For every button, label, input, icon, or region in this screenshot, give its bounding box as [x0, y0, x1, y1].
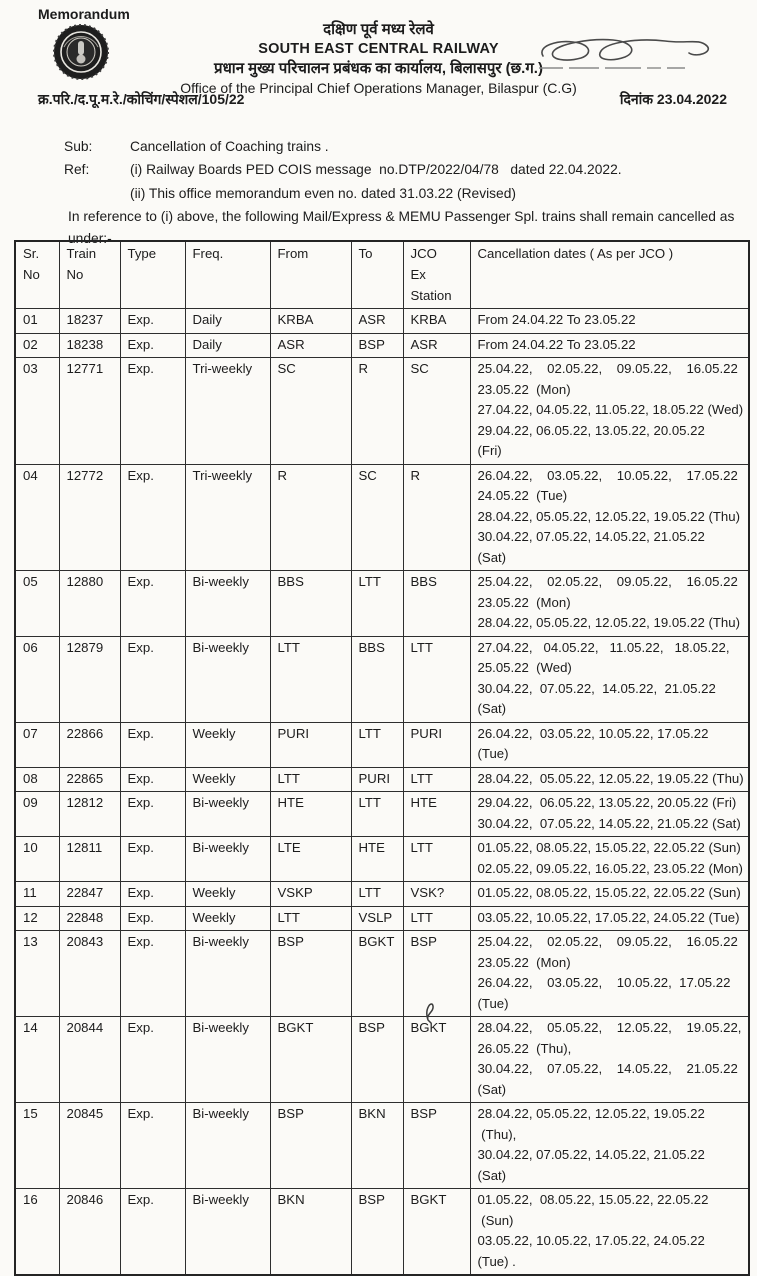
intro-paragraph: In reference to (i) above, the following Mail/Express & MEMU Passenger Spl. trains shall remain cancelled as under:-: [68, 209, 735, 246]
cell-freq: Weekly: [185, 882, 270, 907]
cell-to: BKN: [351, 1103, 403, 1189]
cell-jco: R: [403, 464, 470, 571]
table-row: [15, 309, 749, 334]
cell-train: 12879: [59, 636, 120, 722]
cell-from: SC: [270, 358, 351, 465]
cell-train: 22848: [59, 906, 120, 931]
cell-to: LTT: [351, 571, 403, 637]
subject-label: Sub:: [64, 139, 93, 154]
cell-from: BGKT: [270, 1017, 351, 1103]
cell-train: 22866: [59, 722, 120, 767]
memorandum-label: Memorandum: [38, 6, 130, 22]
cell-to: BSP: [351, 1189, 403, 1276]
header-to: To: [351, 241, 403, 309]
cell-freq: Bi-weekly: [185, 1017, 270, 1103]
cell-jco: BGKT: [403, 1017, 470, 1103]
cell-from: BSP: [270, 931, 351, 1017]
cell-sr: 06: [15, 636, 59, 722]
cell-sr: 09: [15, 792, 59, 837]
cell-to: ASR: [351, 309, 403, 334]
table-row: [15, 571, 749, 637]
cell-from: BKN: [270, 1189, 351, 1276]
cell-type: Exp.: [120, 1017, 185, 1103]
table-row: [15, 358, 749, 465]
cell-to: LTT: [351, 882, 403, 907]
cell-dates: 28.04.22, 05.05.22, 12.05.22, 19.05.22, 26.05.22 (Thu), 30.04.22, 07.05.22, 14.05.22, 21.05.22 (Sat): [470, 1017, 749, 1103]
railway-emblem-logo: [52, 23, 110, 81]
header-type: Type: [120, 241, 185, 309]
reference-item-1: (i) Railway Boards PED COIS message no.DTP/2022/04/78 dated 22.04.2022.: [130, 162, 622, 177]
cell-freq: Bi-weekly: [185, 636, 270, 722]
cell-train: 20846: [59, 1189, 120, 1276]
cell-from: LTE: [270, 837, 351, 882]
cell-sr: 08: [15, 767, 59, 792]
cell-type: Exp.: [120, 837, 185, 882]
cell-sr: 16: [15, 1189, 59, 1276]
cancellation-table: [14, 240, 750, 1276]
cell-freq: Bi-weekly: [185, 571, 270, 637]
cell-type: Exp.: [120, 722, 185, 767]
cell-type: Exp.: [120, 906, 185, 931]
cell-from: R: [270, 464, 351, 571]
cell-dates: 25.04.22, 02.05.22, 09.05.22, 16.05.22 23.05.22 (Mon) 27.04.22, 04.05.22, 11.05.22, 18.05.22 (Wed) 29.04.22, 06.05.22, 13.05.22, 20.05.22 (Fri): [470, 358, 749, 465]
table-row: [15, 767, 749, 792]
header-from: From: [270, 241, 351, 309]
cell-type: Exp.: [120, 636, 185, 722]
cell-jco: BBS: [403, 571, 470, 637]
cell-sr: 03: [15, 358, 59, 465]
cell-train: 20845: [59, 1103, 120, 1189]
cell-dates: 03.05.22, 10.05.22, 17.05.22, 24.05.22 (Tue): [470, 906, 749, 931]
cell-dates: 28.04.22, 05.05.22, 12.05.22, 19.05.22 (Thu), 30.04.22, 07.05.22, 14.05.22, 21.05.22 (Sat): [470, 1103, 749, 1189]
cell-train: 12880: [59, 571, 120, 637]
reference-label: Ref:: [64, 162, 90, 177]
cell-jco: BGKT: [403, 1189, 470, 1276]
header-jco-ex-station: JCO Ex Station: [403, 241, 470, 309]
cell-train: 22847: [59, 882, 120, 907]
cell-freq: Weekly: [185, 722, 270, 767]
cell-jco: SC: [403, 358, 470, 465]
cell-from: VSKP: [270, 882, 351, 907]
cell-train: 12772: [59, 464, 120, 571]
signature-scribble: [529, 24, 729, 86]
cell-jco: PURI: [403, 722, 470, 767]
subject-text: Cancellation of Coaching trains .: [130, 139, 329, 154]
cell-type: Exp.: [120, 1189, 185, 1276]
table-row: [15, 1189, 749, 1276]
cell-freq: Bi-weekly: [185, 837, 270, 882]
cell-to: BSP: [351, 1017, 403, 1103]
cell-dates: 25.04.22, 02.05.22, 09.05.22, 16.05.22 23.05.22 (Mon) 26.04.22, 03.05.22, 10.05.22, 17.05.22 (Tue): [470, 931, 749, 1017]
cell-freq: Bi-weekly: [185, 1189, 270, 1276]
cell-from: ASR: [270, 333, 351, 358]
header-cancellation-dates: Cancellation dates ( As per JCO ): [470, 241, 749, 309]
cell-type: Exp.: [120, 1103, 185, 1189]
cell-jco: BSP: [403, 931, 470, 1017]
cell-type: Exp.: [120, 464, 185, 571]
cell-from: LTT: [270, 767, 351, 792]
cell-train: 18238: [59, 333, 120, 358]
cell-from: LTT: [270, 636, 351, 722]
cell-type: Exp.: [120, 358, 185, 465]
cell-sr: 07: [15, 722, 59, 767]
pen-mark: [418, 998, 448, 1024]
cell-train: 20844: [59, 1017, 120, 1103]
cell-dates: 01.05.22, 08.05.22, 15.05.22, 22.05.22 (Sun) 03.05.22, 10.05.22, 17.05.22, 24.05.22 (Tue) .: [470, 1189, 749, 1276]
cell-jco: KRBA: [403, 309, 470, 334]
cell-from: PURI: [270, 722, 351, 767]
cell-dates: 26.04.22, 03.05.22, 10.05.22, 17.05.22 24.05.22 (Tue) 28.04.22, 05.05.22, 12.05.22, 19.05.22 (Thu) 30.04.22, 07.05.22, 14.05.22, 21.05.22 (Sat): [470, 464, 749, 571]
cell-sr: 12: [15, 906, 59, 931]
cell-to: SC: [351, 464, 403, 571]
cell-jco: LTT: [403, 906, 470, 931]
cell-jco: HTE: [403, 792, 470, 837]
cell-freq: Bi-weekly: [185, 792, 270, 837]
table-row: [15, 1017, 749, 1103]
subject-row: [64, 139, 329, 154]
cell-jco: ASR: [403, 333, 470, 358]
cell-sr: 10: [15, 837, 59, 882]
cell-dates: From 24.04.22 To 23.05.22: [470, 333, 749, 358]
cell-to: BSP: [351, 333, 403, 358]
table-row: [15, 882, 749, 907]
cell-type: Exp.: [120, 882, 185, 907]
header-sr-no: Sr. No: [15, 241, 59, 309]
cell-train: 18237: [59, 309, 120, 334]
table-row: [15, 722, 749, 767]
cell-freq: Daily: [185, 333, 270, 358]
cell-type: Exp.: [120, 792, 185, 837]
cell-from: LTT: [270, 906, 351, 931]
cell-train: 20843: [59, 931, 120, 1017]
cell-to: BGKT: [351, 931, 403, 1017]
table-row: [15, 636, 749, 722]
table-row: [15, 837, 749, 882]
cell-dates: 01.05.22, 08.05.22, 15.05.22, 22.05.22 (Sun) 02.05.22, 09.05.22, 16.05.22, 23.05.22 (Mon): [470, 837, 749, 882]
cell-type: Exp.: [120, 931, 185, 1017]
header-freq: Freq.: [185, 241, 270, 309]
cell-dates: 01.05.22, 08.05.22, 15.05.22, 22.05.22 (Sun): [470, 882, 749, 907]
cell-freq: Daily: [185, 309, 270, 334]
cell-train: 22865: [59, 767, 120, 792]
cell-sr: 05: [15, 571, 59, 637]
cell-freq: Weekly: [185, 906, 270, 931]
reference-item-2: (ii) This office memorandum even no. dated 31.03.22 (Revised): [130, 186, 517, 201]
cell-freq: Weekly: [185, 767, 270, 792]
file-reference-number: क्र.परि./द.पू.म.रे./कोचिंग/स्पेशल/105/22: [38, 91, 245, 107]
org-name-hindi: दक्षिण पूर्व मध्य रेलवे: [323, 21, 434, 38]
cell-freq: Bi-weekly: [185, 931, 270, 1017]
cell-type: Exp.: [120, 333, 185, 358]
table-row: [15, 1103, 749, 1189]
table-row: [15, 464, 749, 571]
cell-dates: 26.04.22, 03.05.22, 10.05.22, 17.05.22 (Tue): [470, 722, 749, 767]
cell-from: HTE: [270, 792, 351, 837]
document-date: दिनांक 23.04.2022: [619, 91, 727, 107]
cell-freq: Tri-weekly: [185, 464, 270, 571]
cell-type: Exp.: [120, 309, 185, 334]
cell-to: HTE: [351, 837, 403, 882]
cell-train: 12771: [59, 358, 120, 465]
cell-dates: From 24.04.22 To 23.05.22: [470, 309, 749, 334]
cell-from: KRBA: [270, 309, 351, 334]
office-name-english: Office of the Principal Chief Operations Manager, Bilaspur (C.G): [180, 80, 577, 96]
cell-to: PURI: [351, 767, 403, 792]
header-train-no: Train No: [59, 241, 120, 309]
cell-dates: 29.04.22, 06.05.22, 13.05.22, 20.05.22 (Fri) 30.04.22, 07.05.22, 14.05.22, 21.05.22 (Sat): [470, 792, 749, 837]
table-row: [15, 931, 749, 1017]
cell-to: LTT: [351, 792, 403, 837]
cell-from: BSP: [270, 1103, 351, 1189]
cell-jco: BSP: [403, 1103, 470, 1189]
cell-jco: LTT: [403, 767, 470, 792]
org-name-english: SOUTH EAST CENTRAL RAILWAY: [258, 41, 499, 57]
cell-freq: Tri-weekly: [185, 358, 270, 465]
cell-from: BBS: [270, 571, 351, 637]
cell-jco: LTT: [403, 837, 470, 882]
cell-to: R: [351, 358, 403, 465]
cell-dates: 25.04.22, 02.05.22, 09.05.22, 16.05.22 23.05.22 (Mon) 28.04.22, 05.05.22, 12.05.22, 19.05.22 (Thu): [470, 571, 749, 637]
cell-sr: 01: [15, 309, 59, 334]
cell-to: LTT: [351, 722, 403, 767]
cell-to: BBS: [351, 636, 403, 722]
cell-sr: 04: [15, 464, 59, 571]
cell-jco: VSK?: [403, 882, 470, 907]
cell-train: 12811: [59, 837, 120, 882]
table-row: [15, 906, 749, 931]
table-row: [15, 792, 749, 837]
table-row: [15, 333, 749, 358]
cell-sr: 13: [15, 931, 59, 1017]
cell-sr: 02: [15, 333, 59, 358]
cell-freq: Bi-weekly: [185, 1103, 270, 1189]
cell-dates: 28.04.22, 05.05.22, 12.05.22, 19.05.22 (Thu): [470, 767, 749, 792]
table-header-row: [15, 241, 749, 309]
cell-jco: LTT: [403, 636, 470, 722]
cell-type: Exp.: [120, 767, 185, 792]
cell-dates: 27.04.22, 04.05.22, 11.05.22, 18.05.22, 25.05.22 (Wed) 30.04.22, 07.05.22, 14.05.22, 21.05.22 (Sat): [470, 636, 749, 722]
office-name-hindi: प्रधान मुख्य परिचालन प्रबंधक का कार्यालय, बिलासपुर (छ.ग.): [214, 60, 543, 77]
reference-line: [38, 90, 727, 109]
cell-sr: 14: [15, 1017, 59, 1103]
cell-train: 12812: [59, 792, 120, 837]
cell-sr: 15: [15, 1103, 59, 1189]
cell-sr: 11: [15, 882, 59, 907]
reference-row: [64, 162, 622, 177]
cell-to: VSLP: [351, 906, 403, 931]
cell-type: Exp.: [120, 571, 185, 637]
